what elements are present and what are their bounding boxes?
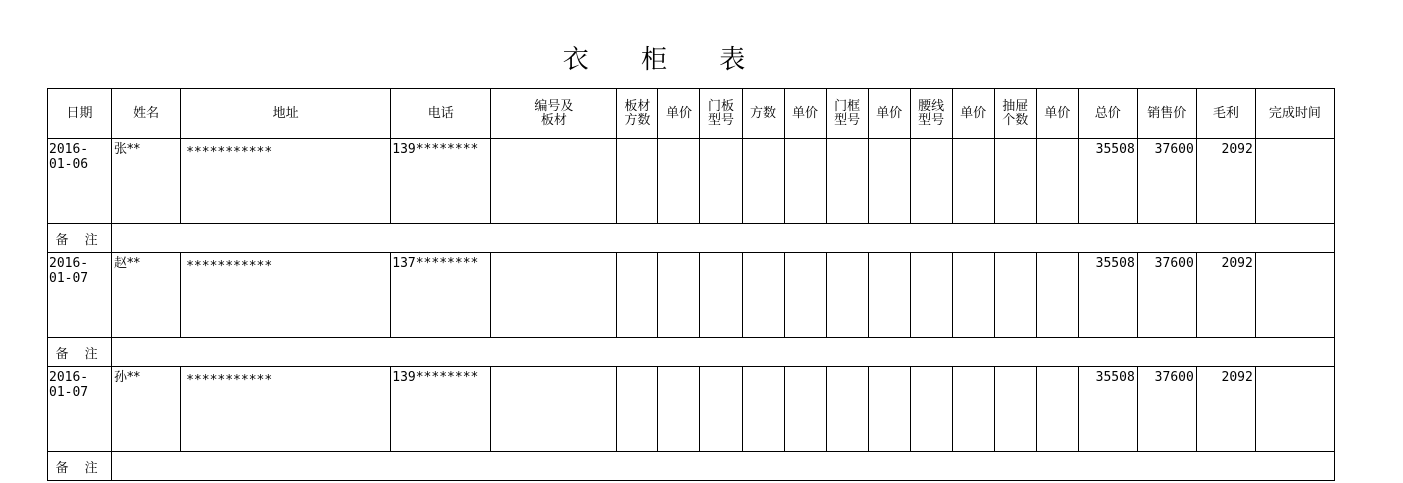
table-row — [48, 367, 1335, 452]
phone-cell: 139******** — [391, 367, 491, 452]
note-cell — [112, 338, 1335, 367]
name-cell: 赵** — [112, 253, 181, 338]
note-label: 备 注 — [48, 452, 112, 481]
empty-cell — [910, 253, 952, 338]
profit-cell: 2092 — [1196, 367, 1255, 452]
header-finish-time: 完成时间 — [1255, 89, 1334, 139]
empty-cell — [491, 367, 617, 452]
header-frame-model: 门框 型号 — [826, 89, 868, 139]
note-label: 备 注 — [48, 224, 112, 253]
header-unit-price: 单价 — [952, 89, 994, 139]
note-cell — [112, 452, 1335, 481]
empty-cell — [784, 253, 826, 338]
empty-cell — [994, 367, 1036, 452]
empty-cell — [491, 139, 617, 224]
header-phone: 电话 — [391, 89, 491, 139]
table-row — [48, 253, 1335, 338]
empty-cell — [910, 139, 952, 224]
empty-cell — [491, 253, 617, 338]
header-address: 地址 — [181, 89, 391, 139]
header-total-price: 总价 — [1078, 89, 1137, 139]
empty-cell — [784, 367, 826, 452]
header-board-qty: 板材 方数 — [617, 89, 658, 139]
sale-price-cell: 37600 — [1137, 139, 1196, 224]
empty-cell — [952, 367, 994, 452]
empty-cell — [617, 139, 658, 224]
empty-cell — [868, 253, 910, 338]
total-price-cell: 35508 — [1078, 139, 1137, 224]
empty-cell — [1036, 139, 1078, 224]
empty-cell — [826, 367, 868, 452]
empty-cell — [952, 139, 994, 224]
empty-cell — [952, 253, 994, 338]
empty-cell — [1036, 367, 1078, 452]
empty-cell — [658, 253, 700, 338]
date-cell: 2016- 01-07 — [48, 367, 112, 452]
header-profit: 毛利 — [1196, 89, 1255, 139]
empty-cell — [700, 367, 742, 452]
phone-cell: 139******** — [391, 139, 491, 224]
date-cell: 2016- 01-06 — [48, 139, 112, 224]
profit-cell: 2092 — [1196, 253, 1255, 338]
empty-cell — [868, 367, 910, 452]
header-row — [48, 89, 1335, 139]
empty-cell — [742, 253, 784, 338]
header-unit-price: 单价 — [868, 89, 910, 139]
header-door-model: 门板 型号 — [700, 89, 742, 139]
header-waist-model: 腰线 型号 — [910, 89, 952, 139]
empty-cell — [994, 253, 1036, 338]
empty-cell — [910, 367, 952, 452]
finish-time-cell — [1255, 253, 1334, 338]
header-name: 姓名 — [112, 89, 181, 139]
empty-cell — [700, 253, 742, 338]
empty-cell — [826, 139, 868, 224]
date-cell: 2016- 01-07 — [48, 253, 112, 338]
name-cell: 孙** — [112, 367, 181, 452]
empty-cell — [658, 139, 700, 224]
phone-cell: 137******** — [391, 253, 491, 338]
profit-cell: 2092 — [1196, 139, 1255, 224]
note-row — [48, 224, 1335, 253]
header-unit-price: 单价 — [784, 89, 826, 139]
empty-cell — [617, 367, 658, 452]
name-cell: 张** — [112, 139, 181, 224]
empty-cell — [868, 139, 910, 224]
total-price-cell: 35508 — [1078, 253, 1137, 338]
empty-cell — [826, 253, 868, 338]
note-row — [48, 338, 1335, 367]
header-date: 日期 — [48, 89, 112, 139]
header-code-board: 编号及 板材 — [491, 89, 617, 139]
header-sqm: 方数 — [742, 89, 784, 139]
note-label: 备 注 — [48, 338, 112, 367]
header-drawer-qty: 抽屉 个数 — [994, 89, 1036, 139]
empty-cell — [1036, 253, 1078, 338]
finish-time-cell — [1255, 139, 1334, 224]
empty-cell — [742, 367, 784, 452]
empty-cell — [700, 139, 742, 224]
wardrobe-table — [47, 88, 1335, 481]
empty-cell — [784, 139, 826, 224]
address-cell: *********** — [181, 253, 391, 338]
empty-cell — [658, 367, 700, 452]
empty-cell — [742, 139, 784, 224]
address-cell: *********** — [181, 139, 391, 224]
note-row — [48, 452, 1335, 481]
header-unit-price: 单价 — [1036, 89, 1078, 139]
finish-time-cell — [1255, 367, 1334, 452]
empty-cell — [617, 253, 658, 338]
header-unit-price: 单价 — [658, 89, 700, 139]
table-row — [48, 139, 1335, 224]
note-cell — [112, 224, 1335, 253]
total-price-cell: 35508 — [1078, 367, 1137, 452]
sale-price-cell: 37600 — [1137, 367, 1196, 452]
empty-cell — [994, 139, 1036, 224]
address-cell: *********** — [181, 367, 391, 452]
header-sale-price: 销售价 — [1137, 89, 1196, 139]
sheet-title: 衣 柜 表 — [562, 45, 768, 75]
sale-price-cell: 37600 — [1137, 253, 1196, 338]
